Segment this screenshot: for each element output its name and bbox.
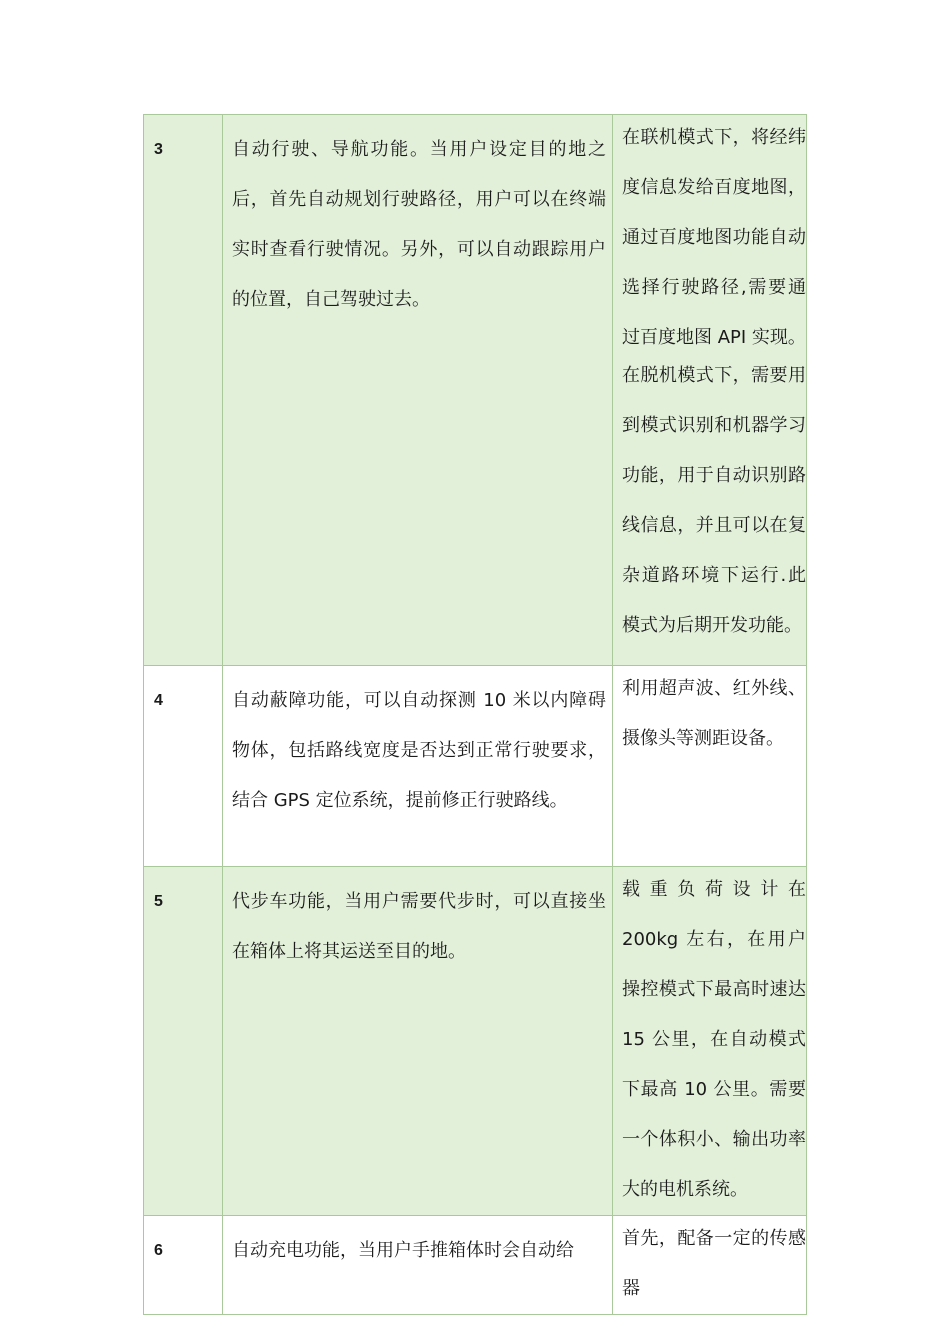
implementation-cell — [613, 867, 807, 1216]
row-number: 4 — [144, 666, 223, 867]
table-row — [144, 867, 807, 1216]
implementation-cell — [613, 115, 807, 666]
feature-description: 代步车功能，当用户需要代步时，可以直接坐在箱体上将其运送至目的地。 — [223, 867, 613, 1216]
implementation-paragraph: 载重负荷设计在 200kg 左右，在用户操控模式下最高时速达 15 公里，在自动模式下最高 10 公里。需要一个体积小、输出功率大的电机系统。 — [622, 879, 806, 1200]
implementation-paragraph: 在联机模式下，将经纬度信息发给百度地图，通过百度地图功能自动选择行驶路径,需要通过百度地图 API 实现。 — [622, 127, 806, 348]
row-number: 3 — [144, 115, 223, 666]
row-number: 6 — [144, 1216, 223, 1315]
feature-description: 自动充电功能，当用户手推箱体时会自动给 — [223, 1216, 613, 1315]
implementation-cell — [613, 666, 807, 867]
table-row — [144, 666, 807, 867]
row-number: 5 — [144, 867, 223, 1216]
implementation-cell — [613, 1216, 807, 1315]
implementation-paragraph: 利用超声波、红外线、摄像头等测距设备。 — [622, 678, 806, 749]
feature-description: 自动蔽障功能，可以自动探测 10 米以内障碍物体，包括路线宽度是否达到正常行驶要求，结合 GPS 定位系统，提前修正行驶路线。 — [223, 666, 613, 867]
implementation-paragraph: 首先，配备一定的传感器 — [622, 1228, 806, 1299]
feature-description: 自动行驶、导航功能。当用户设定目的地之后，首先自动规划行驶路径，用户可以在终端实时查看行驶情况。另外，可以自动跟踪用户的位置，自己驾驶过去。 — [223, 115, 613, 666]
implementation-paragraph: 在脱机模式下，需要用到模式识别和机器学习功能，用于自动识别路线信息，并且可以在复杂道路环境下运行.此模式为后期开发功能。 — [622, 365, 806, 636]
table-row — [144, 1216, 807, 1315]
table-row — [144, 115, 807, 666]
feature-table — [143, 114, 807, 1315]
